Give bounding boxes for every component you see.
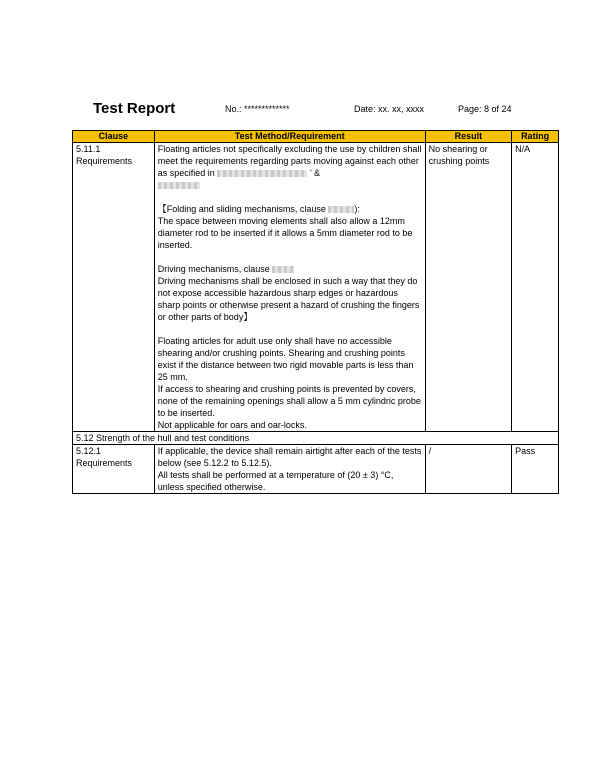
requirement-text: If access to shearing and crushing points is prevented by covers, none of the remaining openings shall allow a 5 mm cylindric probe to be inserted. [157,384,421,418]
report-header [0,100,600,120]
page-indicator: Page: 8 of 24 [458,104,512,114]
clause-number: 5.11.1 [76,144,101,154]
rating-cell: N/A [512,143,559,432]
requirement-cell [154,445,425,494]
table-row [73,143,559,432]
clause-title: Requirements [76,156,133,166]
rating-cell: Pass [512,445,559,494]
requirement-text: 【Folding and sliding mechanisms, clause [157,204,326,214]
column-header-method: Test Method/Requirement [154,131,425,143]
requirement-text: Not applicable for oars and oar-locks. [157,420,307,430]
requirement-text: All tests shall be performed at a temperature of (20 ± 3) °C, unless specified otherwise. [157,470,394,492]
requirement-paragraph [158,203,422,251]
requirement-paragraph [158,263,422,323]
clause-number: 5.12.1 [76,446,102,456]
clause-cell [73,143,155,432]
redacted-text [272,266,294,273]
requirement-text: Driving mechanisms, clause [157,264,270,274]
table-header-row [73,131,559,143]
requirement-text: The space between moving elements shall also allow a 12mm diameter rod to be inserted if it allows a 5mm diameter rod to be inserted. [157,216,413,250]
requirement-text: Floating articles for adult use only shall have no accessible shearing and/or crushing points. Shearing and crushing points exist if the distance between two rigid movable parts is less than 25 mm. [157,336,414,382]
section-title: 5.12 Strength of the hull and test conditions [73,432,559,445]
table-row [73,445,559,494]
section-row [73,432,559,445]
redacted-text [328,206,354,213]
requirement-cell [154,143,425,432]
test-report-table [72,130,559,494]
requirement-text: If applicable, the device shall remain airtight after each of the tests below (see 5.12.2 to 5.12.5). [157,446,422,468]
requirement-text-end: ’ & [309,168,321,178]
requirement-text: ): [354,204,360,214]
column-header-clause: Clause [73,131,155,143]
requirement-text: Floating articles not specifically excluding the use by children shall meet the requirements regarding parts moving against each other as specified in [157,144,422,178]
clause-title: Requirements [76,458,133,468]
report-title: Test Report [93,100,176,117]
clause-cell [73,445,155,494]
report-date: Date: xx. xx, xxxx [354,104,425,114]
result-cell: / [425,445,511,494]
redacted-line [158,179,422,191]
requirement-text: Driving mechanisms shall be enclosed in such a way that they do not expose accessible hazardous sharp edges or hazardous sharp points or otherwise present a hazard of crushing the fingers or other parts of body】 [157,276,420,322]
result-cell: No shearing or crushing points [425,143,511,432]
column-header-result: Result [425,131,511,143]
redacted-text [217,170,307,177]
column-header-rating: Rating [512,131,559,143]
report-number: No.: ************* [225,104,290,114]
